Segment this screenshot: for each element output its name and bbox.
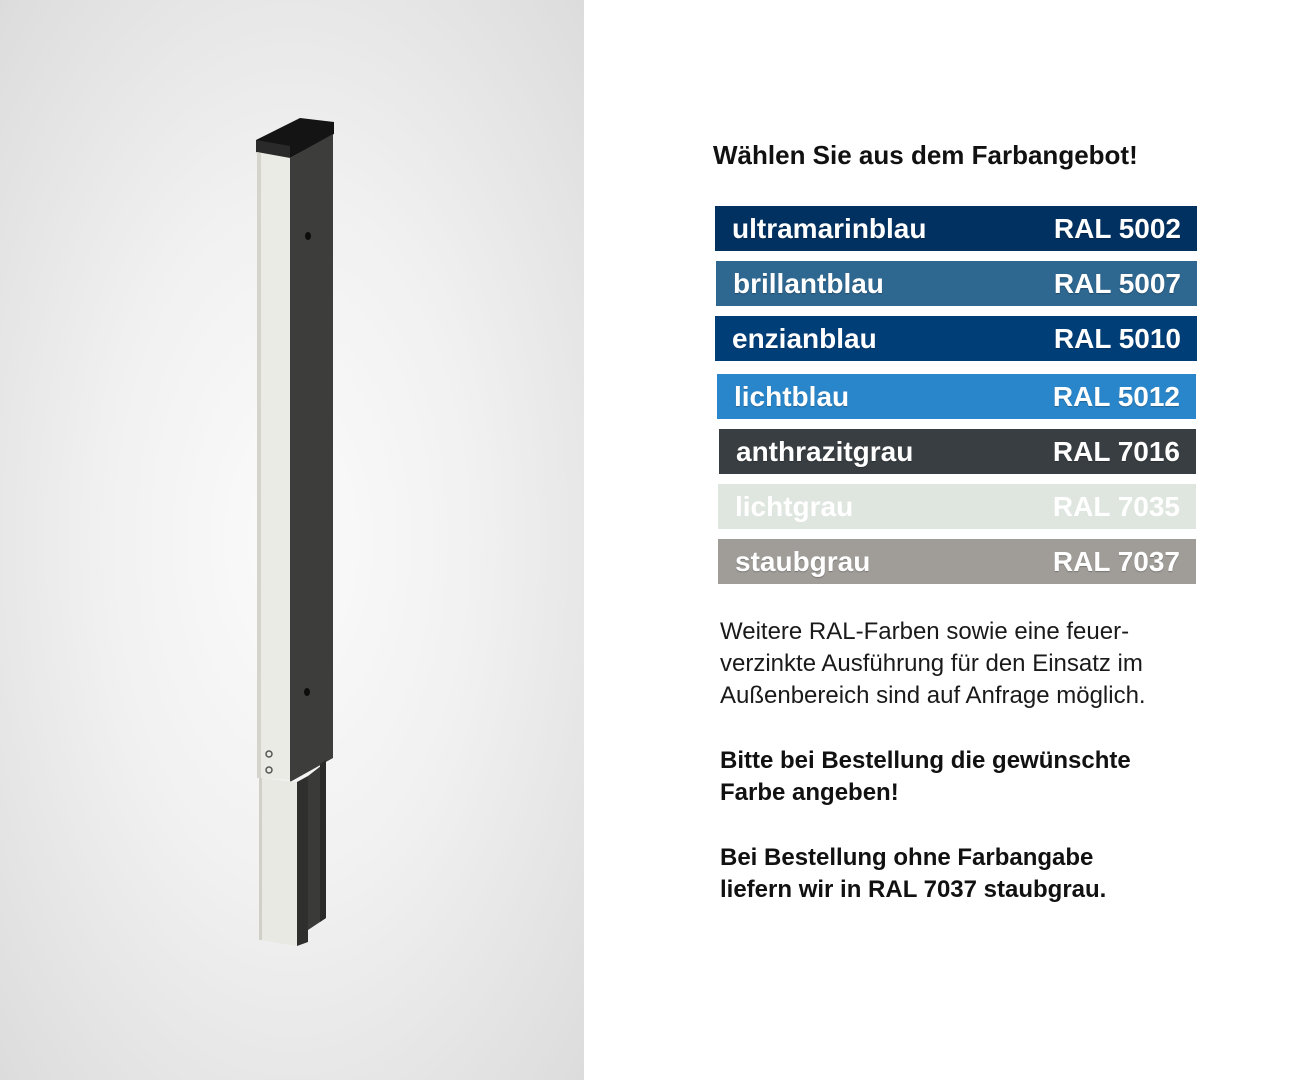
color-swatch-anthrazitgrau bbox=[719, 429, 1196, 474]
ral-code: RAL 5012 bbox=[1052, 380, 1180, 412]
product-photo-panel bbox=[0, 0, 584, 1080]
default-line-2: liefern wir in RAL 7037 staubgrau. bbox=[720, 876, 1107, 903]
additional-colors-text bbox=[720, 616, 1220, 712]
color-name: lichtgrau bbox=[735, 490, 854, 522]
color-swatch-ultramarinblau bbox=[715, 206, 1197, 251]
color-name: ultramarinblau bbox=[732, 212, 927, 244]
color-swatch-enzianblau bbox=[715, 316, 1197, 361]
ral-code: RAL 7037 bbox=[1052, 545, 1180, 577]
mount-hole-top bbox=[305, 232, 311, 240]
color-name: staubgrau bbox=[735, 545, 871, 577]
info-line-3: Außenbereich sind auf Anfrage möglich. bbox=[720, 682, 1146, 709]
post-lower-leg-dark bbox=[297, 776, 308, 946]
order-line-2: Farbe angeben! bbox=[720, 779, 899, 806]
mount-hole-bottom bbox=[304, 688, 310, 696]
ral-code: RAL 5007 bbox=[1053, 267, 1181, 299]
post-product-image bbox=[0, 0, 584, 1080]
color-name: lichtblau bbox=[734, 380, 850, 412]
order-line-1: Bitte bei Bestellung die gewünschte bbox=[720, 747, 1131, 774]
color-name: brillantblau bbox=[733, 267, 884, 299]
page-headline: Wählen Sie aus dem Farbangebot! bbox=[713, 140, 1138, 170]
info-line-1: Weitere RAL-Farben sowie eine feuer- bbox=[720, 618, 1130, 645]
post-side-light bbox=[257, 152, 290, 780]
post-face-dark bbox=[290, 134, 333, 782]
info-line-2: verzinkte Ausführung für den Einsatz im bbox=[720, 650, 1143, 677]
color-name: anthrazitgrau bbox=[736, 435, 914, 467]
default-color-text bbox=[720, 842, 1220, 906]
color-name: enzianblau bbox=[732, 322, 877, 354]
color-swatch-staubgrau bbox=[718, 539, 1196, 584]
order-instruction-text bbox=[720, 745, 1220, 809]
ral-code: RAL 5002 bbox=[1053, 212, 1181, 244]
color-swatch-lichtgrau bbox=[718, 484, 1196, 529]
post-lower-side-light bbox=[259, 778, 297, 946]
ral-code: RAL 7035 bbox=[1052, 490, 1180, 522]
color-swatch-brillantblau bbox=[716, 261, 1197, 306]
ral-code: RAL 5010 bbox=[1053, 322, 1181, 354]
default-line-1: Bei Bestellung ohne Farbangabe bbox=[720, 844, 1094, 871]
ral-code: RAL 7016 bbox=[1052, 435, 1180, 467]
color-swatch-lichtblau bbox=[717, 374, 1196, 419]
